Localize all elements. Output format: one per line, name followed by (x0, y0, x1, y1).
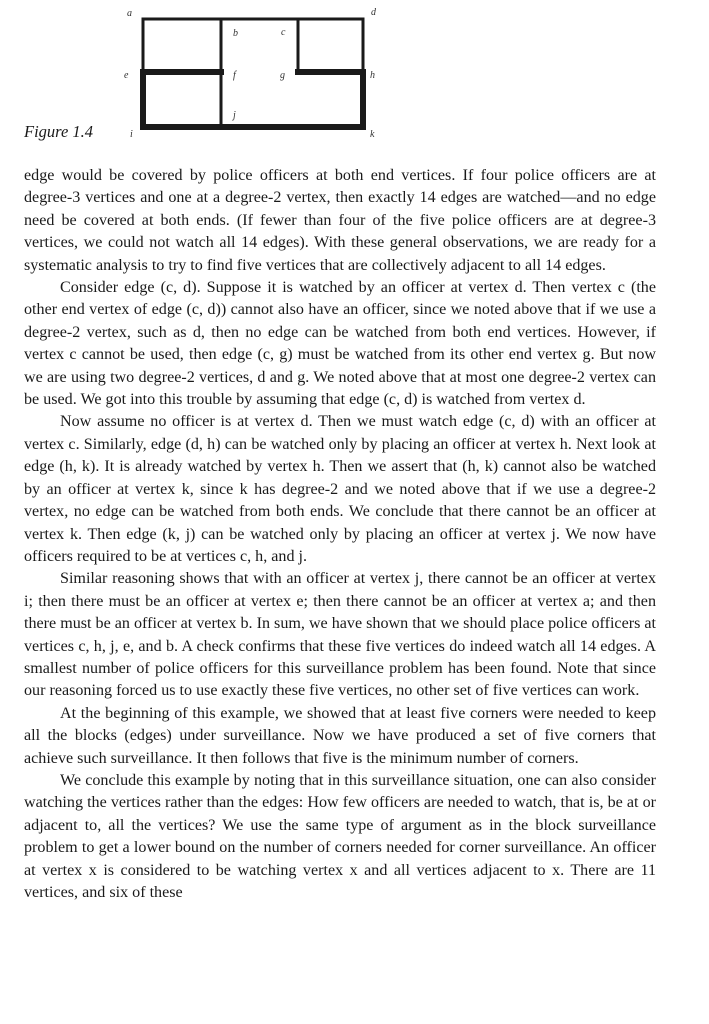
body-text (24, 165, 656, 904)
vertex-label-i: i (130, 129, 133, 140)
vertex-label-k: k (370, 129, 375, 140)
vertex-label-g: g (280, 70, 285, 81)
vertex-label-h: h (370, 70, 375, 81)
paragraph: At the beginning of this example, we showed that at least five corners were needed to keep all the blocks (edges) under surveillance. Now we have produced a set of five corners that achieve such surveillance. It then follows that five is the minimum number of corners. (24, 704, 656, 767)
vertex-label-f: f (233, 70, 236, 81)
figure-caption: Figure 1.4 (24, 122, 94, 141)
vertex-label-j: j (233, 110, 236, 121)
paragraph: Consider edge (c, d). Suppose it is watched by an officer at vertex d. Then vertex c (the other end vertex of edge (c, d)) cannot also have an officer, since we noted above that if we use a degree-2 vertex, such as d, then no edge can be watched from both end vertices. However, if vertex c cannot be used, then edge (c, g) must be watched from its other end vertex g. But now we are using two degree-2 vertices, d and g. We noted above that at most one degree-2 vertex can be used. We got into this trouble by assuming that edge (c, d) is watched from vertex d. (24, 279, 656, 409)
paragraph: We conclude this example by noting that in this surveillance situation, one can also consider watching the vertices rather than the edges: How few officers are needed to watch, that is, be at or adjacent to, all the vertices? We use the same type of argument as in the block surveillance problem to get a lower bound on the number of corners needed for corner surveillance. An officer at vertex x is considered to be watching vertex x and all vertices adjacent to x. There are 11 vertices, and six of these (24, 771, 656, 901)
vertex-label-d: d (371, 7, 376, 18)
vertex-label-e: e (124, 70, 129, 81)
vertex-label-a: a (127, 8, 132, 19)
paragraph: Now assume no officer is at vertex d. Then we must watch edge (c, d) with an officer at vertex c. Similarly, edge (d, h) can be watched only by placing an officer at vertex h. Next look at edge (h, k). It is already watched by vertex h. Then we assert that (h, k) cannot also be watched by an officer at vertex k, since k has degree-2 and we noted above that if we use a degree-2 vertex, no edge can be watched from both ends. We conclude that there cannot be an officer at vertex k. Then edge (k, j) can be watched only by placing an officer at vertex j. We now have officers required to be at vertices c, h, and j. (24, 413, 656, 565)
graph-figure (0, 0, 709, 160)
vertex-label-c: c (281, 27, 286, 38)
vertex-label-b: b (233, 28, 238, 39)
paragraph: edge would be covered by police officers at both end vertices. If four police officers are at degree-3 vertices and one at a degree-2 vertex, then exactly 14 edges are watched—and no edge need be covered at both ends. (If fewer than four of the five police officers are at degree-3 vertices, we could not watch all 14 edges). With these general observations, we are ready for a systematic analysis to try to find five vertices that are collectively adjacent to all 14 edges. (24, 167, 656, 274)
paragraph: Similar reasoning shows that with an officer at vertex j, there cannot be an officer at vertex i; then there must be an officer at vertex e; then there cannot be an officer at vertex a; and then there must be an officer at vertex b. In sum, we have shown that we should place police officers at vertices c, h, j, e, and b. A check confirms that these five vertices do indeed watch all 14 edges. A smallest number of police officers for this surveillance problem has been found. Note that since our reasoning forced us to use exactly these five vertices, no other set of five vertices can work. (24, 570, 656, 700)
